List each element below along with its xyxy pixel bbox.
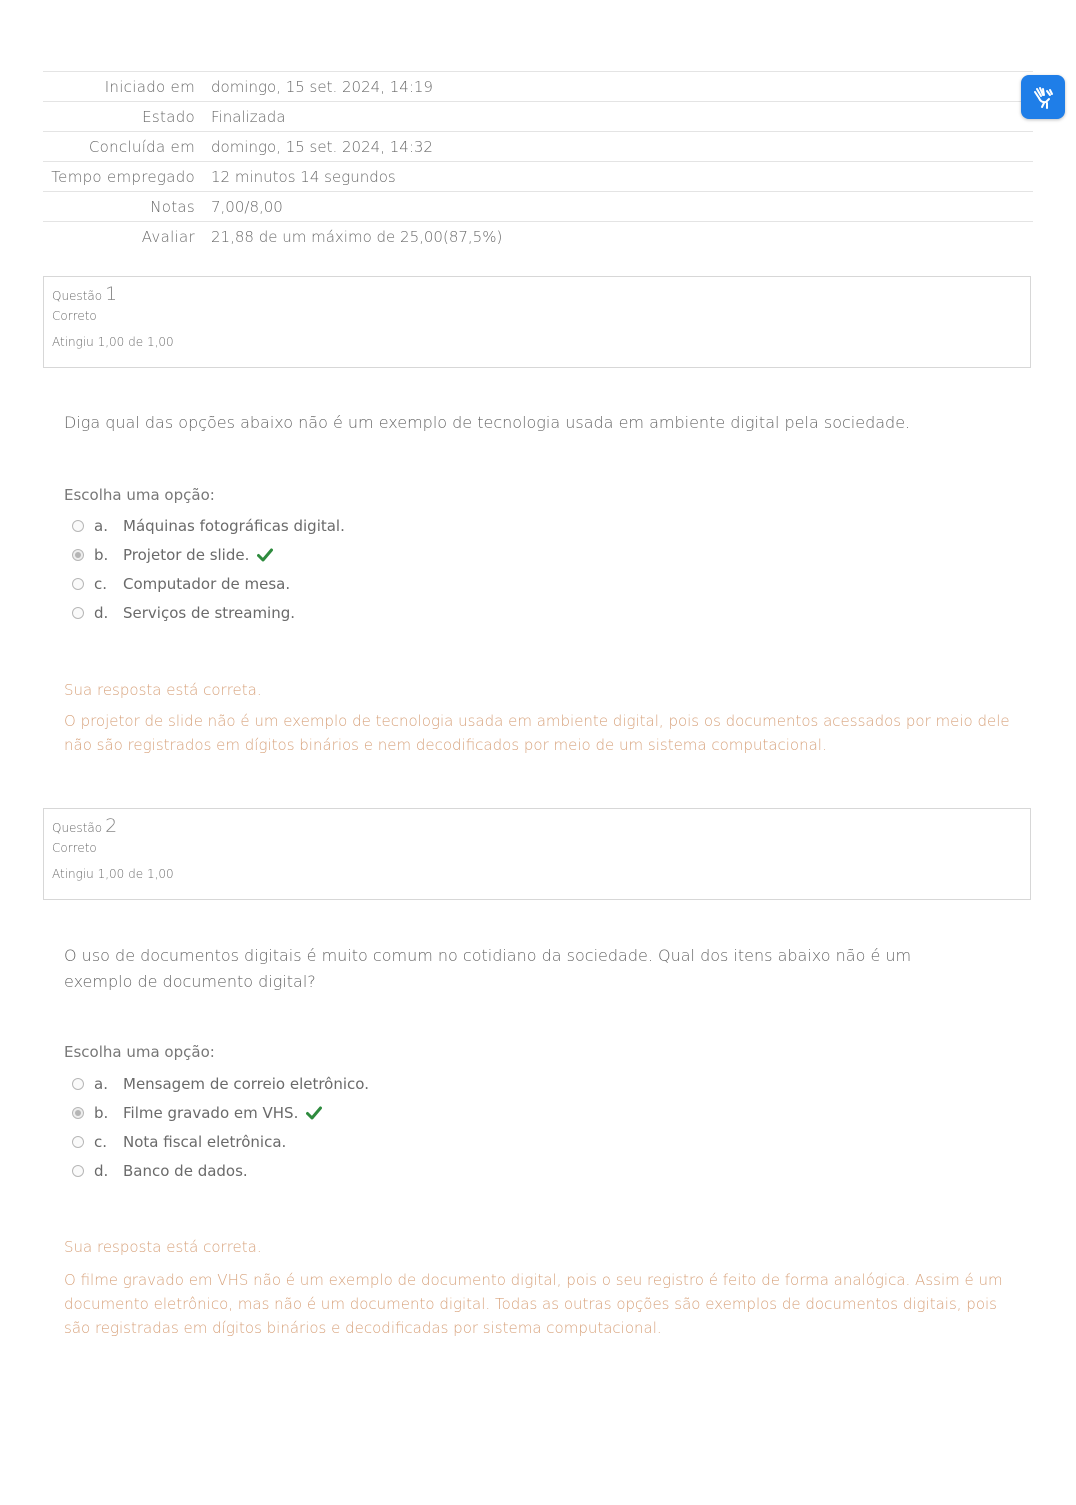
option-letter: b. [94, 1103, 109, 1122]
summary-value: 12 minutos 14 segundos [211, 162, 1033, 192]
question-number-value: 1 [105, 283, 118, 305]
summary-label: Tempo empregado [43, 162, 211, 192]
radio-button-selected[interactable] [72, 549, 84, 561]
option-text: Máquinas fotográficas digital. [123, 516, 345, 535]
answer-option[interactable] [72, 569, 345, 598]
option-text: Nota fiscal eletrônica. [123, 1132, 287, 1151]
option-text: Mensagem de correio eletrônico. [123, 1074, 369, 1093]
answer-option[interactable] [72, 1156, 369, 1185]
radio-button-selected[interactable] [72, 1107, 84, 1119]
answer-option[interactable] [72, 1098, 369, 1127]
accessibility-button[interactable] [1021, 75, 1065, 119]
answer-options [72, 1069, 369, 1185]
summary-row-completed [43, 132, 1033, 162]
summary-row-started [43, 72, 1033, 102]
checkmark-icon [257, 548, 273, 562]
option-text: Projetor de slide. [123, 545, 250, 564]
option-letter: b. [94, 545, 109, 564]
feedback-status: Sua resposta está correta. [64, 1238, 262, 1256]
option-letter: a. [94, 1074, 108, 1093]
radio-button[interactable] [72, 1078, 84, 1090]
summary-label: Estado [43, 102, 211, 132]
attempt-summary-table [43, 71, 1033, 251]
summary-value: Finalizada [211, 102, 1033, 132]
summary-value: 21,88 de um máximo de 25,00(87,5%) [211, 222, 1033, 252]
summary-value: domingo, 15 set. 2024, 14:32 [211, 132, 1033, 162]
answer-option[interactable] [72, 511, 345, 540]
question-state: Correto [52, 841, 97, 855]
question-label: Questão [52, 289, 103, 303]
summary-row-marks [43, 192, 1033, 222]
answer-option[interactable] [72, 1127, 369, 1156]
question-number-value: 2 [105, 815, 118, 837]
option-letter: c. [94, 1132, 108, 1151]
summary-label: Iniciado em [43, 72, 211, 102]
summary-row-grade [43, 222, 1033, 252]
radio-button[interactable] [72, 1165, 84, 1177]
option-letter: d. [94, 603, 109, 622]
summary-label: Concluída em [43, 132, 211, 162]
question-text: Diga qual das opções abaixo não é um exemplo de tecnologia usada em ambiente digital pela sociedade. [64, 413, 911, 432]
answer-prompt: Escolha uma opção: [64, 486, 215, 504]
question-info-box [43, 808, 1031, 900]
question-label: Questão [52, 821, 103, 835]
feedback-status: Sua resposta está correta. [64, 681, 262, 699]
summary-row-time-taken [43, 162, 1033, 192]
question-number [52, 815, 1022, 837]
summary-value: 7,00/8,00 [211, 192, 1033, 222]
checkmark-icon [306, 1106, 322, 1120]
answer-option[interactable] [72, 540, 345, 569]
radio-button[interactable] [72, 1136, 84, 1148]
summary-value: domingo, 15 set. 2024, 14:19 [211, 72, 1033, 102]
option-text: Serviços de streaming. [123, 603, 296, 622]
feedback-text: O filme gravado em VHS não é um exemplo de documento digital, pois o seu registro é feito de forma analógica. Assim é um documento eletrônico, mas não é um documento digital. Todas as outras opções são exemplos de documentos digitais, pois são registradas em dígitos binários e decodificadas por sistema computacional. [64, 1271, 1003, 1337]
question-state: Correto [52, 309, 97, 323]
option-letter: d. [94, 1161, 109, 1180]
feedback-text: O projetor de slide não é um exemplo de tecnologia usada em ambiente digital, pois os documentos acessados por meio dele não são registrados em dígitos binários e nem decodificados por meio de um sistema computacional. [64, 712, 1010, 754]
answer-option[interactable] [72, 598, 345, 627]
answer-options [72, 511, 345, 627]
radio-button[interactable] [72, 578, 84, 590]
question-text: O uso de documentos digitais é muito comum no cotidiano da sociedade. Qual dos itens abaixo não é um exemplo de documento digital? [64, 946, 912, 991]
question-number [52, 283, 1022, 305]
question-info-box [43, 276, 1031, 368]
summary-label: Avaliar [43, 222, 211, 252]
summary-row-state [43, 102, 1033, 132]
sign-language-hands-icon [1029, 83, 1057, 111]
option-text: Computador de mesa. [123, 574, 291, 593]
question-grade: Atingiu 1,00 de 1,00 [52, 335, 174, 349]
summary-label: Notas [43, 192, 211, 222]
question-grade: Atingiu 1,00 de 1,00 [52, 867, 174, 881]
radio-button[interactable] [72, 520, 84, 532]
answer-option[interactable] [72, 1069, 369, 1098]
option-letter: c. [94, 574, 108, 593]
option-text: Banco de dados. [123, 1161, 248, 1180]
radio-button[interactable] [72, 607, 84, 619]
option-letter: a. [94, 516, 108, 535]
option-text: Filme gravado em VHS. [123, 1103, 299, 1122]
answer-prompt: Escolha uma opção: [64, 1043, 215, 1061]
